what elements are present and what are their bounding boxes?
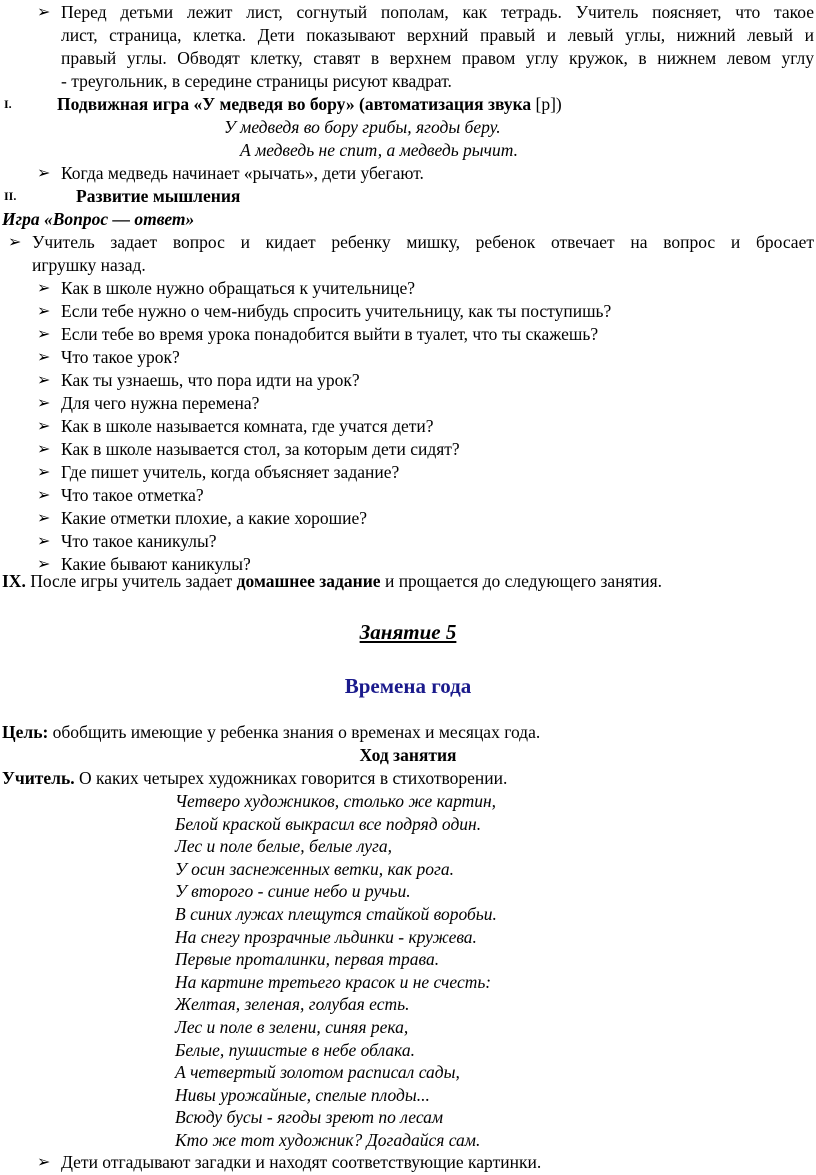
teacher-line [2,767,507,790]
poem-line: Лес и поле в зелени, синяя река, [175,1017,409,1037]
homework-line [2,570,662,593]
sound-label: [р]) [535,94,562,114]
arrow-bullet-icon: ➢ [37,487,51,504]
arrow-bullet-icon: ➢ [8,234,22,251]
section-number: I. [4,97,12,111]
course-heading: Ход занятия [359,745,457,765]
arrow-bullet-icon: ➢ [37,165,51,182]
poem-line: Желтая, зеленая, голубая есть. [175,994,410,1015]
question-item: Для чего нужна перемена? [61,393,260,413]
goal-text: обобщить имеющие у ребенка знания о временах и месяцах года. [48,722,541,742]
question-item: Как в школе называется комната, где учатся дети? [61,416,434,436]
verse-line: А медведь не спит, а медведь рычит. [240,140,518,160]
teacher-label: Учитель. [2,768,75,788]
homework-post: и прощается до следующего занятия. [380,571,663,591]
verse-line: У медведя во бору грибы, ягоды беру. [224,117,501,137]
section-title-text: Подвижная игра «У медведя во бору» (автоматизация звука [57,94,536,114]
arrow-bullet-icon: ➢ [37,464,51,481]
poem-line: Четверо художников, столько же картин, [175,791,497,811]
arrow-bullet-icon: ➢ [37,4,51,21]
arrow-bullet-icon: ➢ [37,441,51,458]
game-title: Игра «Вопрос — ответ» [2,209,195,229]
poem-line: Первые проталинки, первая трава. [175,949,440,970]
question-item: Как в школе нужно обращаться к учительнице? [61,278,416,298]
game-note: Когда медведь начинает «рычать», дети убегают. [61,163,424,183]
lesson-topic: Времена года [344,674,472,698]
poem-line: Кто же тот художник? Догадайся сам. [175,1130,481,1150]
lesson-title: Занятие 5 [359,620,457,644]
poem-line: Всюду бусы - ягоды зреют по лесам [175,1107,444,1128]
arrow-bullet-icon: ➢ [37,510,51,527]
question-item: Как ты узнаешь, что пора идти на урок? [61,370,360,390]
goal-line [2,721,540,744]
arrow-bullet-icon: ➢ [37,349,51,366]
poem-line: Белые, пушистые в небе облака. [175,1039,416,1060]
homework-pre: После игры учитель задает [25,571,237,591]
question-item: Где пишет учитель, когда объясняет задание? [61,462,400,482]
section-title [57,93,562,116]
poem-line: У осин заснеженных ветки, как рога. [175,858,454,879]
question-item: Что такое урок? [61,347,180,367]
poem-line: У второго - синие небо и ручьи. [175,881,411,902]
game-description: игрушку назад. [32,255,146,275]
game-description: Учитель задает вопрос и кидает ребенку мишку, ребенок отвечает на вопрос и бросает [32,232,814,252]
arrow-bullet-icon: ➢ [37,418,51,435]
question-item: Как в школе называется стол, за которым дети сидят? [61,439,460,459]
arrow-bullet-icon: ➢ [37,303,51,320]
poem-line: На картине третьего красок и не счесть: [175,971,492,992]
poem-line: Нивы урожайные, спелые плоды... [175,1084,430,1105]
intro-line: лист, страница, клетка. Дети показывают верхний правый и левый углы, нижний левый и [61,25,814,45]
arrow-bullet-icon: ➢ [37,372,51,389]
section-title: Развитие мышления [76,186,241,206]
intro-line: Перед детьми лежит лист, согнутый пополам, как тетрадь. Учитель поясняет, что такое [61,2,814,22]
question-item: Какие бывают каникулы? [61,554,251,574]
question-item: Что такое каникулы? [61,531,217,551]
arrow-bullet-icon: ➢ [37,280,51,297]
arrow-bullet-icon: ➢ [37,395,51,412]
poem-line: Лес и поле белые, белые луга, [175,836,392,857]
arrow-bullet-icon: ➢ [37,556,51,573]
question-item: Если тебе во время урока понадобится выйти в туалет, что ты скажешь? [61,324,599,344]
teacher-text: О каких четырех художниках говорится в стихотворении. [74,768,508,788]
final-line: Дети отгадывают загадки и находят соответствующие картинки. [61,1152,542,1172]
section-number: II. [4,189,17,203]
homework-label: домашнее задание [236,571,381,591]
poem-line: В синих лужах плещутся стайкой воробьи. [175,904,497,924]
intro-line: правый углы. Обводят клетку, ставят в верхнем правом углу кружок, в нижнем левом углу [61,48,814,68]
section-number: IX. [2,571,26,591]
question-item: Если тебе нужно о чем-нибудь спросить учительницу, как ты поступишь? [61,301,612,321]
question-item: Какие отметки плохие, а какие хорошие? [61,508,368,528]
poem-line: Белой краской выкрасил все подряд один. [175,813,482,834]
arrow-bullet-icon: ➢ [37,326,51,343]
arrow-bullet-icon: ➢ [37,1154,51,1171]
poem-line: На снегу прозрачные льдинки - кружева. [175,926,477,947]
question-item: Что такое отметка? [61,485,204,505]
arrow-bullet-icon: ➢ [37,533,51,550]
goal-label: Цель: [2,722,49,742]
poem-line: А четвертый золотом расписал сады, [175,1062,460,1083]
intro-line: - треугольник, в середине страницы рисуют квадрат. [61,71,452,91]
